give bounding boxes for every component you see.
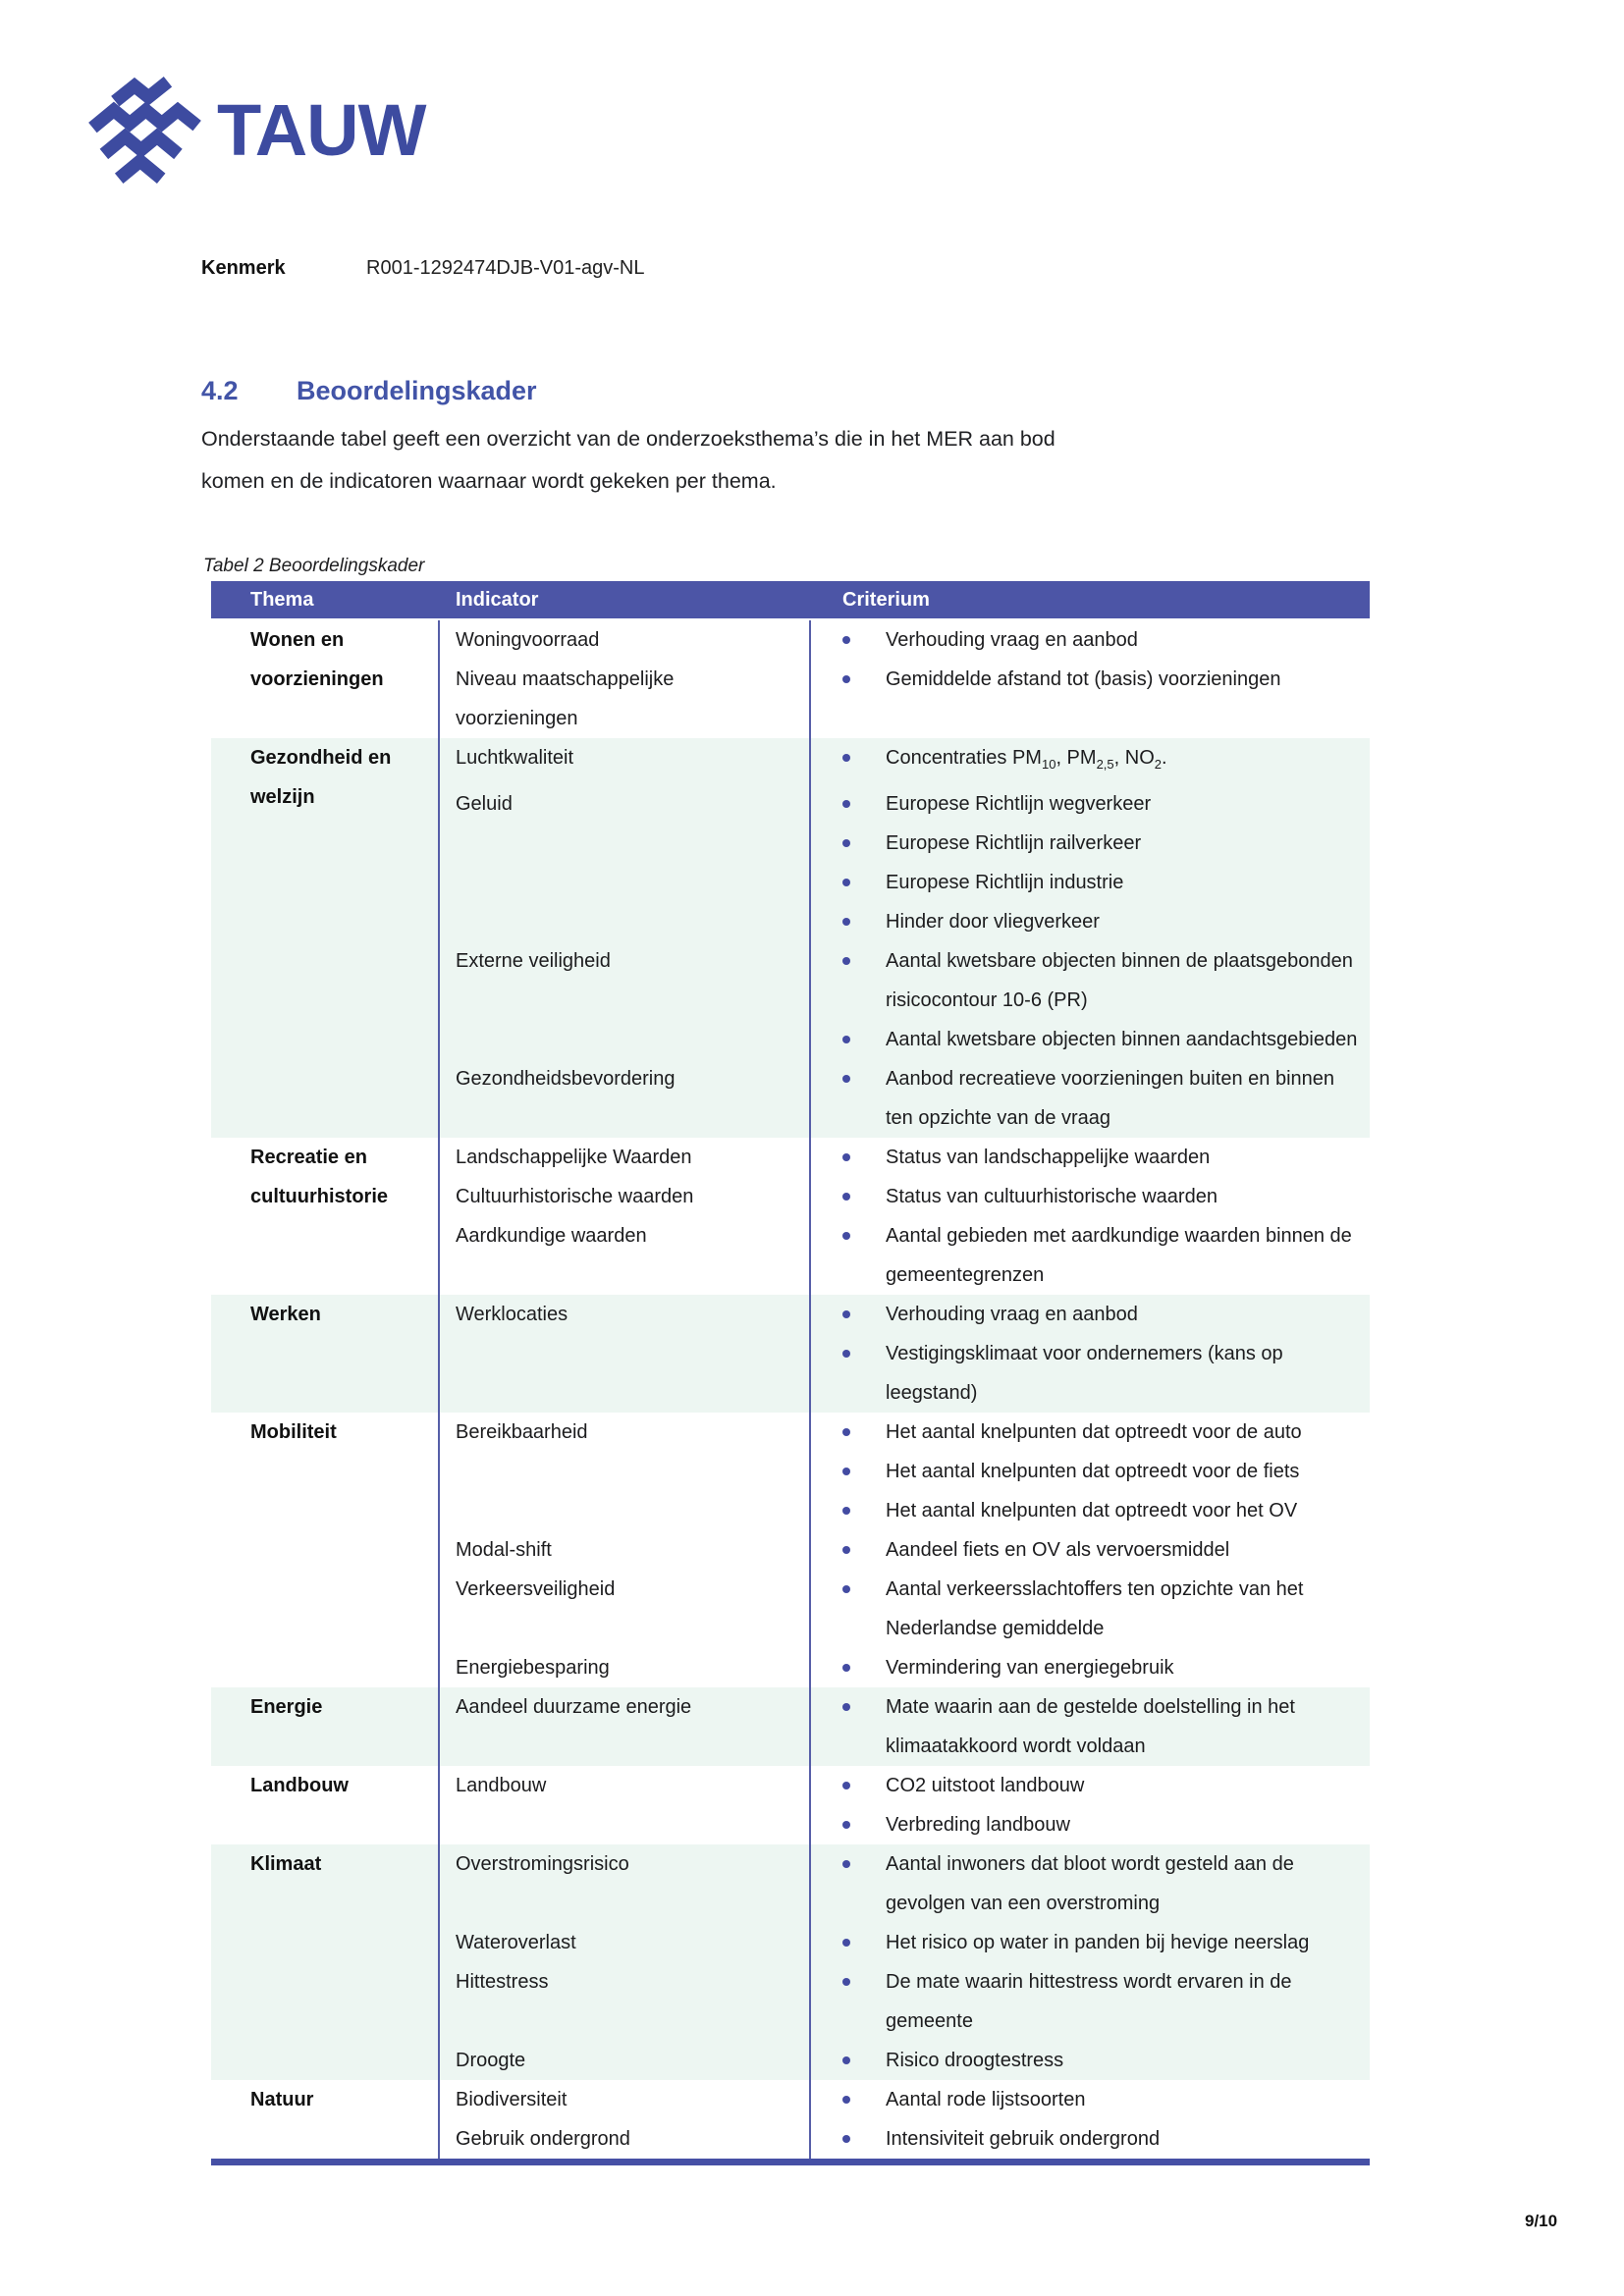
bullet-icon [842, 1585, 850, 1593]
kenmerk-row [201, 257, 645, 280]
indicator-block [440, 1962, 1370, 2041]
criteria-list [811, 1570, 1370, 1648]
indicator-block [440, 1530, 1370, 1570]
criterion-item [811, 941, 1370, 1020]
bullet-icon [842, 1153, 850, 1161]
thema-cell: Gezondheid en welzijn [211, 738, 440, 1138]
indicator-label: Modal-shift [440, 1530, 811, 1570]
criterion-text: Aandeel fiets en OV als vervoersmiddel [886, 1539, 1230, 1561]
indicator-block [440, 2119, 1370, 2159]
bullet-icon [842, 1546, 850, 1554]
indicator-label: Droogte [440, 2041, 811, 2080]
indicator-block [440, 620, 1370, 660]
criterion-text: Verhouding vraag en aanbod [886, 1304, 1138, 1325]
indicator-block [440, 784, 1370, 941]
criteria-list [811, 2080, 1370, 2119]
logo-text: TAUW [217, 89, 426, 171]
indicator-criteria-blocks [440, 620, 1370, 738]
criteria-list [811, 1962, 1370, 2041]
column-header-criterium: Criterium [842, 589, 930, 611]
criterion-item [811, 1177, 1370, 1216]
bullet-icon [842, 2096, 850, 2104]
tauw-waves-icon [88, 74, 201, 187]
criteria-list [811, 784, 1370, 941]
table-row-group [211, 1844, 1370, 2080]
indicator-label: Cultuurhistorische waarden [440, 1177, 811, 1216]
criterion-item [811, 1452, 1370, 1491]
criterion-text: CO2 uitstoot landbouw [886, 1775, 1085, 1796]
indicator-label: Bereikbaarheid [440, 1413, 811, 1530]
criterion-item [811, 1059, 1370, 1138]
table-body [211, 620, 1370, 2159]
indicator-block [440, 1177, 1370, 1216]
column-header-thema: Thema [250, 589, 314, 611]
criterion-text: Status van cultuurhistorische waarden [886, 1186, 1218, 1207]
bullet-icon [842, 1821, 850, 1829]
indicator-label: Aandeel duurzame energie [440, 1687, 811, 1766]
indicator-criteria-blocks [440, 2080, 1370, 2159]
bullet-icon [842, 1350, 850, 1358]
indicator-block [440, 1687, 1370, 1766]
indicator-label: Energiebesparing [440, 1648, 811, 1687]
bullet-icon [842, 754, 850, 762]
table-row-group [211, 1295, 1370, 1413]
table-row-group [211, 1687, 1370, 1766]
bullet-icon [842, 1782, 850, 1789]
indicator-block [440, 1570, 1370, 1648]
bullet-icon [842, 1978, 850, 1986]
indicator-block [440, 738, 1370, 784]
bullet-icon [842, 1075, 850, 1083]
thema-cell: Wonen en voorzieningen [211, 620, 440, 738]
criterion-item [811, 1648, 1370, 1687]
criterion-item [811, 1844, 1370, 1923]
criterion-item [811, 1138, 1370, 1177]
criteria-list [811, 1059, 1370, 1138]
criterion-text: Aantal kwetsbare objecten binnen de plaatsgebonden risicocontour 10-6 (PR) [886, 950, 1353, 1011]
criterion-item [811, 1216, 1370, 1295]
criterion-item [811, 1570, 1370, 1648]
criterion-text: Het risico op water in panden bij hevige neerslag [886, 1932, 1310, 1953]
criterion-item [811, 620, 1370, 660]
thema-cell: Natuur [211, 2080, 440, 2159]
indicator-block [440, 1923, 1370, 1962]
column-header-indicator: Indicator [456, 589, 539, 611]
criterion-text: Het aantal knelpunten dat optreedt voor de auto [886, 1421, 1302, 1443]
criterion-item [811, 824, 1370, 863]
bullet-icon [842, 1193, 850, 1201]
criterion-item [811, 1413, 1370, 1452]
intro-line: komen en de indicatoren waarnaar wordt gekeken per thema. [201, 469, 777, 493]
indicator-block [440, 2080, 1370, 2119]
criterion-text: Europese Richtlijn railverkeer [886, 832, 1142, 854]
criterion-text: Aanbod recreatieve voorzieningen buiten en binnen ten opzichte van de vraag [886, 1068, 1335, 1129]
section-number: 4.2 [201, 376, 239, 405]
indicator-criteria-blocks [440, 1138, 1370, 1295]
criterion-text: Gemiddelde afstand tot (basis) voorzieningen [886, 668, 1281, 690]
thema-cell: Klimaat [211, 1844, 440, 2080]
criteria-list [811, 1295, 1370, 1413]
criterion-text: Verhouding vraag en aanbod [886, 629, 1138, 651]
criterion-item [811, 738, 1370, 784]
criterion-text: Aantal kwetsbare objecten binnen aandachtsgebieden [886, 1029, 1358, 1050]
bullet-icon [842, 1036, 850, 1043]
table-header-row [211, 581, 1370, 618]
indicator-label: Verkeersveiligheid [440, 1570, 811, 1648]
criterion-text: Aantal gebieden met aardkundige waarden binnen de gemeentegrenzen [886, 1225, 1352, 1286]
indicator-label: Overstromingsrisico [440, 1844, 811, 1923]
section-title: Beoordelingskader [297, 376, 537, 405]
kenmerk-value: R001-1292474DJB-V01-agv-NL [366, 257, 645, 279]
indicator-label: Hittestress [440, 1962, 811, 2041]
indicator-label: Gebruik ondergrond [440, 2119, 811, 2159]
criterion-item [811, 1962, 1370, 2041]
bullet-icon [842, 918, 850, 926]
indicator-block [440, 941, 1370, 1059]
criteria-list [811, 941, 1370, 1059]
criterion-item [811, 1805, 1370, 1844]
indicator-label: Gezondheidsbevordering [440, 1059, 811, 1138]
criteria-list [811, 1687, 1370, 1766]
indicator-block [440, 1138, 1370, 1177]
criteria-list [811, 738, 1370, 784]
indicator-label: Externe veiligheid [440, 941, 811, 1059]
thema-cell: Recreatie en cultuurhistorie [211, 1138, 440, 1295]
criteria-list [811, 1530, 1370, 1570]
criterion-item [811, 1687, 1370, 1766]
indicator-criteria-blocks [440, 1295, 1370, 1413]
criterion-text: Europese Richtlijn industrie [886, 872, 1124, 893]
criterion-text: Verbreding landbouw [886, 1814, 1070, 1836]
criteria-list [811, 1216, 1370, 1295]
page-number: 9/10 [1525, 2212, 1558, 2230]
criterion-item [811, 784, 1370, 824]
criteria-list [811, 660, 1370, 738]
indicator-block [440, 1648, 1370, 1687]
criterion-text: Aantal inwoners dat bloot wordt gesteld aan de gevolgen van een overstroming [886, 1853, 1294, 1914]
criteria-list [811, 1413, 1370, 1530]
criteria-list [811, 1648, 1370, 1687]
indicator-block [440, 1766, 1370, 1844]
criterion-item [811, 1766, 1370, 1805]
criterion-item [811, 902, 1370, 941]
criterion-text: Aantal rode lijstsoorten [886, 2089, 1086, 2110]
bullet-icon [842, 1310, 850, 1318]
bullet-icon [842, 2135, 850, 2143]
criteria-list [811, 2119, 1370, 2159]
indicator-criteria-blocks [440, 1687, 1370, 1766]
bullet-icon [842, 957, 850, 965]
criterion-item [811, 1530, 1370, 1570]
indicator-label: Werklocaties [440, 1295, 811, 1413]
criterion-text: Aantal verkeersslachtoffers ten opzichte van het Nederlandse gemiddelde [886, 1578, 1304, 1639]
indicator-label: Geluid [440, 784, 811, 941]
criterion-text: Hinder door vliegverkeer [886, 911, 1100, 933]
bullet-icon [842, 1428, 850, 1436]
criterion-text: Vestigingsklimaat voor ondernemers (kans op leegstand) [886, 1343, 1283, 1404]
intro-paragraph [201, 418, 1056, 503]
criteria-list [811, 1923, 1370, 1962]
criterion-item [811, 2080, 1370, 2119]
criterion-text: De mate waarin hittestress wordt ervaren in de gemeente [886, 1971, 1292, 2032]
criterion-text: Status van landschappelijke waarden [886, 1147, 1211, 1168]
table-bottom-border [211, 2159, 1370, 2165]
thema-cell: Mobiliteit [211, 1413, 440, 1687]
table-row-group [211, 738, 1370, 1138]
bullet-icon [842, 636, 850, 644]
indicator-block [440, 1844, 1370, 1923]
indicator-label: Niveau maatschappelijke voorzieningen [440, 660, 811, 738]
criteria-list [811, 1844, 1370, 1923]
criterion-text: Vermindering van energiegebruik [886, 1657, 1174, 1679]
tauw-logo [88, 74, 425, 187]
intro-line: Onderstaande tabel geeft een overzicht van de onderzoeksthema’s die in het MER aan bod [201, 427, 1056, 451]
thema-cell: Energie [211, 1687, 440, 1766]
assessment-table [211, 581, 1370, 2165]
indicator-criteria-blocks [440, 1766, 1370, 1844]
criteria-list [811, 1766, 1370, 1844]
criterion-item [811, 1020, 1370, 1059]
bullet-icon [842, 1507, 850, 1515]
indicator-label: Landbouw [440, 1766, 811, 1844]
bullet-icon [842, 1232, 850, 1240]
indicator-block [440, 2041, 1370, 2080]
criterion-item [811, 2119, 1370, 2159]
indicator-block [440, 1059, 1370, 1138]
criterion-text: Concentraties $PM_{10}$, $PM_{2,5}$, $NO_2$. [886, 747, 1167, 772]
table-row-group [211, 1413, 1370, 1687]
table-row-group [211, 1138, 1370, 1295]
bullet-icon [842, 2056, 850, 2064]
indicator-criteria-blocks [440, 1413, 1370, 1687]
criterion-text: Mate waarin aan de gestelde doelstelling in het klimaatakkoord wordt voldaan [886, 1696, 1295, 1757]
indicator-label: Wateroverlast [440, 1923, 811, 1962]
criterion-text: Het aantal knelpunten dat optreedt voor het OV [886, 1500, 1298, 1522]
section-heading [201, 376, 537, 406]
table-caption: Tabel 2 Beoordelingskader [203, 556, 425, 576]
bullet-icon [842, 800, 850, 808]
thema-cell: Werken [211, 1295, 440, 1413]
indicator-label: Landschappelijke Waarden [440, 1138, 811, 1177]
bullet-icon [842, 1468, 850, 1475]
criterion-item [811, 1334, 1370, 1413]
bullet-icon [842, 1939, 850, 1947]
indicator-criteria-blocks [440, 1844, 1370, 2080]
bullet-icon [842, 1664, 850, 1672]
criterion-text: Intensiviteit gebruik ondergrond [886, 2128, 1161, 2150]
criteria-list [811, 620, 1370, 660]
criteria-list [811, 2041, 1370, 2080]
indicator-block [440, 1413, 1370, 1530]
indicator-label: Woningvoorraad [440, 620, 811, 660]
thema-cell: Landbouw [211, 1766, 440, 1844]
indicator-criteria-blocks [440, 738, 1370, 1138]
table-row-group [211, 1766, 1370, 1844]
criteria-list [811, 1177, 1370, 1216]
bullet-icon [842, 1860, 850, 1868]
table-row-group [211, 620, 1370, 738]
criterion-text: Europese Richtlijn wegverkeer [886, 793, 1152, 815]
kenmerk-label: Kenmerk [201, 257, 286, 279]
criterion-item [811, 1491, 1370, 1530]
indicator-label: Biodiversiteit [440, 2080, 811, 2119]
table-row-group [211, 2080, 1370, 2159]
bullet-icon [842, 675, 850, 683]
indicator-block [440, 1295, 1370, 1413]
indicator-block [440, 1216, 1370, 1295]
criterion-text: Risico droogtestress [886, 2050, 1064, 2071]
indicator-block [440, 660, 1370, 738]
criterion-item [811, 2041, 1370, 2080]
criteria-list [811, 1138, 1370, 1177]
criterion-text: Het aantal knelpunten dat optreedt voor de fiets [886, 1461, 1300, 1482]
criterion-item [811, 1923, 1370, 1962]
bullet-icon [842, 879, 850, 886]
indicator-label: Aardkundige waarden [440, 1216, 811, 1295]
criterion-item [811, 660, 1370, 699]
criterion-item [811, 1295, 1370, 1334]
criterion-item [811, 863, 1370, 902]
indicator-label: Luchtkwaliteit [440, 738, 811, 784]
bullet-icon [842, 1703, 850, 1711]
bullet-icon [842, 839, 850, 847]
